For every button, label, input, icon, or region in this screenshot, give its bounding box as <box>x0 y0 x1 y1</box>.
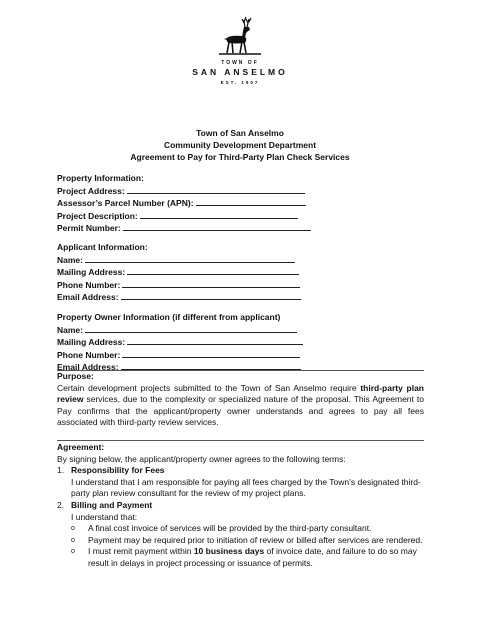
sub-item-text: A final cost invoice of services will be provided by the third-party consultant. <box>88 523 372 534</box>
field-label: Project Description: <box>57 210 138 221</box>
heading-line-1: Town of San Anselmo <box>196 128 284 138</box>
field-label: Mailing Address: <box>57 267 126 278</box>
field-blank-line[interactable] <box>121 291 301 300</box>
apn-field[interactable] <box>57 197 424 210</box>
field-blank-line[interactable] <box>85 254 295 263</box>
sub-list-item <box>71 535 424 547</box>
sub-text-part: of invoice date, and failure to do so may result in delays in project processing or issuance of permits. <box>88 546 417 568</box>
project-address-field[interactable] <box>57 185 424 198</box>
applicant-phone-field[interactable] <box>57 279 424 292</box>
field-blank-line[interactable] <box>85 324 297 333</box>
field-label: Email Address: <box>57 362 119 373</box>
field-label: Assessor’s Parcel Number (APN): <box>57 198 194 209</box>
purpose-text-part: services, due to the complexity or specialized nature of the proposal. This Agreement to Pay confirms that the applicant/property owner understands and agrees to pay all fees associated with third-party review services. <box>57 394 424 428</box>
agreement-intro: By signing below, the applicant/property owner agrees to the following terms: <box>57 453 346 464</box>
field-label: Email Address: <box>57 292 119 303</box>
property-info-section <box>57 173 424 235</box>
applicant-info-section <box>57 242 424 304</box>
sub-text-part: I must remit payment within <box>88 546 194 557</box>
field-blank-line[interactable] <box>140 210 298 219</box>
agreement-section <box>57 442 424 570</box>
purpose-text <box>57 383 424 429</box>
field-blank-line[interactable] <box>127 266 299 275</box>
item-title: Billing and Payment <box>71 499 153 510</box>
heading-line-3: Agreement to Pay for Third-Party Plan Check Services <box>130 152 350 162</box>
purpose-text-part: Certain development projects submitted to the Town of San Anselmo require <box>57 382 361 393</box>
owner-name-field[interactable] <box>57 324 424 337</box>
purpose-title: Purpose: <box>57 371 94 381</box>
field-label: Name: <box>57 324 83 335</box>
sub-list-item <box>71 546 424 569</box>
owner-info-title: Property Owner Information (if different from applicant) <box>57 312 281 322</box>
applicant-email-field[interactable] <box>57 291 424 304</box>
owner-phone-field[interactable] <box>57 349 424 362</box>
item-text: I understand that I am responsible for paying all fees charged by the Town’s designated third-party plan review consultant for the review of my project plans. <box>71 476 421 499</box>
field-blank-line[interactable] <box>122 279 300 288</box>
applicant-mailing-address-field[interactable] <box>57 266 424 279</box>
logo-town-of: TOWN OF <box>221 60 259 66</box>
field-label: Phone Number: <box>57 279 121 290</box>
field-blank-line[interactable] <box>123 222 311 231</box>
item-title: Responsibility for Fees <box>71 465 165 476</box>
field-blank-line[interactable] <box>122 349 300 358</box>
field-blank-line[interactable] <box>127 336 303 345</box>
item-number: 1. <box>57 465 65 476</box>
sub-bold-text: 10 business days <box>193 546 265 557</box>
sub-item-text <box>88 546 417 568</box>
agreement-title: Agreement: <box>57 442 105 452</box>
bullet-icon: o <box>71 548 75 556</box>
agreement-item-2 <box>57 500 424 570</box>
project-description-field[interactable] <box>57 210 424 223</box>
sub-list-item <box>71 523 424 535</box>
field-blank-line[interactable] <box>196 197 306 206</box>
purpose-section <box>57 371 424 429</box>
heading-line-2: Community Development Department <box>163 140 317 150</box>
field-label: Permit Number: <box>57 223 121 234</box>
owner-mailing-address-field[interactable] <box>57 336 424 349</box>
field-label: Mailing Address: <box>57 337 126 348</box>
logo-town-name: SAN ANSELMO <box>192 67 288 77</box>
item-text: I understand that: <box>71 511 138 522</box>
bullet-icon: o <box>71 536 75 544</box>
document-heading <box>0 127 480 163</box>
owner-info-section <box>57 312 424 374</box>
town-logo <box>0 14 480 85</box>
field-label: Project Address: <box>57 185 125 196</box>
applicant-name-field[interactable] <box>57 254 424 267</box>
applicant-info-title: Applicant Information: <box>57 242 148 252</box>
property-info-title: Property Information: <box>57 173 144 183</box>
field-blank-line[interactable] <box>127 185 305 194</box>
deer-icon <box>215 14 265 58</box>
field-label: Phone Number: <box>57 349 121 360</box>
agreement-item-1 <box>57 465 424 500</box>
bullet-icon: o <box>71 525 75 533</box>
sub-item-text: Payment may be required prior to initiation of review or billed after services are rendered. <box>88 534 423 545</box>
logo-established: EST. 1907 <box>220 80 260 85</box>
section-divider <box>57 440 424 441</box>
purpose-bold-text: third-party plan review <box>57 382 424 405</box>
field-label: Name: <box>57 254 83 265</box>
permit-number-field[interactable] <box>57 222 424 235</box>
item-number: 2. <box>57 499 65 510</box>
